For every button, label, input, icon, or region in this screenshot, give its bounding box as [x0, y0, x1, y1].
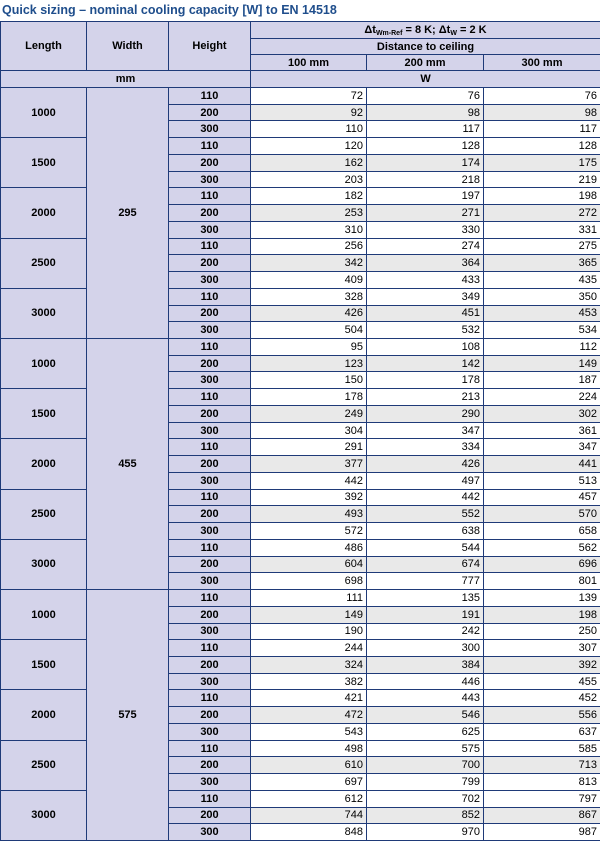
capacity-cell: 112	[484, 339, 600, 356]
capacity-cell: 455	[484, 673, 600, 690]
height-cell: 200	[169, 205, 251, 222]
capacity-cell: 585	[484, 740, 600, 757]
capacity-cell: 575	[367, 740, 484, 757]
length-cell: 1000	[1, 590, 87, 640]
capacity-cell: 392	[251, 489, 367, 506]
capacity-cell: 290	[367, 405, 484, 422]
height-cell: 200	[169, 656, 251, 673]
capacity-cell: 149	[484, 355, 600, 372]
capacity-cell: 123	[251, 355, 367, 372]
height-cell: 200	[169, 305, 251, 322]
length-cell: 1500	[1, 138, 87, 188]
capacity-cell: 149	[251, 606, 367, 623]
capacity-cell: 198	[484, 188, 600, 205]
header-distance: Distance to ceiling	[251, 39, 600, 55]
capacity-cell: 848	[251, 824, 367, 841]
capacity-cell: 504	[251, 322, 367, 339]
capacity-cell: 696	[484, 556, 600, 573]
capacity-cell: 556	[484, 707, 600, 724]
capacity-cell: 426	[251, 305, 367, 322]
capacity-cell: 347	[367, 422, 484, 439]
height-cell: 300	[169, 723, 251, 740]
capacity-cell: 409	[251, 272, 367, 289]
height-cell: 200	[169, 807, 251, 824]
capacity-cell: 72	[251, 88, 367, 105]
header-condition: $\Delta t_{Wm-Ref} = 8$ K; $\Delta t_W = 2$ K	[251, 22, 600, 39]
length-cell: 1000	[1, 88, 87, 138]
table-row	[1, 88, 600, 105]
capacity-cell: 612	[251, 790, 367, 807]
height-cell: 110	[169, 188, 251, 205]
capacity-cell: 384	[367, 656, 484, 673]
capacity-cell: 135	[367, 590, 484, 607]
capacity-cell: 95	[251, 339, 367, 356]
capacity-cell: 307	[484, 640, 600, 657]
capacity-cell: 546	[367, 707, 484, 724]
capacity-cell: 987	[484, 824, 600, 841]
height-cell: 300	[169, 824, 251, 841]
capacity-cell: 98	[484, 104, 600, 121]
capacity-cell: 777	[367, 573, 484, 590]
capacity-cell: 713	[484, 757, 600, 774]
capacity-cell: 702	[367, 790, 484, 807]
capacity-cell: 334	[367, 439, 484, 456]
height-cell: 110	[169, 238, 251, 255]
page-title: Quick sizing – nominal cooling capacity [W] to EN 14518	[2, 3, 337, 17]
height-cell: 110	[169, 740, 251, 757]
capacity-cell: 219	[484, 171, 600, 188]
capacity-cell: 218	[367, 171, 484, 188]
capacity-cell: 274	[367, 238, 484, 255]
height-cell: 110	[169, 690, 251, 707]
height-cell: 300	[169, 673, 251, 690]
height-cell: 110	[169, 389, 251, 406]
capacity-cell: 203	[251, 171, 367, 188]
capacity-cell: 331	[484, 221, 600, 238]
capacity-cell: 658	[484, 523, 600, 540]
height-cell: 300	[169, 221, 251, 238]
capacity-cell: 365	[484, 255, 600, 272]
header-col-200: 200 mm	[367, 55, 484, 71]
capacity-cell: 552	[367, 506, 484, 523]
capacity-cell: 111	[251, 590, 367, 607]
capacity-cell: 92	[251, 104, 367, 121]
capacity-cell: 242	[367, 623, 484, 640]
capacity-cell: 364	[367, 255, 484, 272]
capacity-cell: 187	[484, 372, 600, 389]
capacity-cell: 377	[251, 456, 367, 473]
capacity-cell: 498	[251, 740, 367, 757]
capacity-cell: 244	[251, 640, 367, 657]
capacity-cell: 162	[251, 154, 367, 171]
capacity-cell: 98	[367, 104, 484, 121]
height-cell: 300	[169, 774, 251, 791]
length-cell: 3000	[1, 288, 87, 338]
height-cell: 110	[169, 539, 251, 556]
capacity-cell: 625	[367, 723, 484, 740]
capacity-cell: 256	[251, 238, 367, 255]
height-cell: 200	[169, 154, 251, 171]
height-cell: 110	[169, 790, 251, 807]
length-cell: 2000	[1, 188, 87, 238]
capacity-cell: 532	[367, 322, 484, 339]
header-height: Height	[169, 22, 251, 71]
capacity-cell: 347	[484, 439, 600, 456]
height-cell: 200	[169, 355, 251, 372]
height-cell: 110	[169, 288, 251, 305]
capacity-cell: 442	[251, 472, 367, 489]
capacity-cell: 426	[367, 456, 484, 473]
height-cell: 200	[169, 255, 251, 272]
capacity-cell: 544	[367, 539, 484, 556]
capacity-cell: 698	[251, 573, 367, 590]
height-cell: 200	[169, 606, 251, 623]
capacity-cell: 452	[484, 690, 600, 707]
header-col-100: 100 mm	[251, 55, 367, 71]
height-cell: 110	[169, 88, 251, 105]
capacity-cell: 302	[484, 405, 600, 422]
capacity-cell: 291	[251, 439, 367, 456]
length-cell: 3000	[1, 790, 87, 840]
capacity-cell: 76	[367, 88, 484, 105]
capacity-cell: 852	[367, 807, 484, 824]
capacity-cell: 382	[251, 673, 367, 690]
height-cell: 300	[169, 322, 251, 339]
capacity-cell: 117	[484, 121, 600, 138]
height-cell: 200	[169, 456, 251, 473]
capacity-cell: 175	[484, 154, 600, 171]
table-row	[1, 590, 600, 607]
capacity-cell: 128	[367, 138, 484, 155]
capacity-cell: 191	[367, 606, 484, 623]
height-cell: 110	[169, 439, 251, 456]
length-cell: 3000	[1, 539, 87, 589]
capacity-cell: 472	[251, 707, 367, 724]
capacity-cell: 275	[484, 238, 600, 255]
capacity-cell: 543	[251, 723, 367, 740]
height-cell: 110	[169, 339, 251, 356]
capacity-cell: 433	[367, 272, 484, 289]
capacity-cell: 198	[484, 606, 600, 623]
capacity-cell: 330	[367, 221, 484, 238]
capacity-cell: 142	[367, 355, 484, 372]
capacity-cell: 349	[367, 288, 484, 305]
capacity-cell: 174	[367, 154, 484, 171]
capacity-cell: 178	[251, 389, 367, 406]
capacity-cell: 421	[251, 690, 367, 707]
width-cell: 295	[87, 88, 169, 339]
capacity-cell: 443	[367, 690, 484, 707]
height-cell: 300	[169, 573, 251, 590]
length-cell: 2500	[1, 489, 87, 539]
capacity-cell: 300	[367, 640, 484, 657]
height-cell: 200	[169, 104, 251, 121]
capacity-cell: 604	[251, 556, 367, 573]
capacity-cell: 120	[251, 138, 367, 155]
width-cell: 455	[87, 339, 169, 590]
capacity-cell: 700	[367, 757, 484, 774]
capacity-cell: 253	[251, 205, 367, 222]
capacity-cell: 610	[251, 757, 367, 774]
capacity-cell: 638	[367, 523, 484, 540]
capacity-cell: 108	[367, 339, 484, 356]
length-cell: 2000	[1, 690, 87, 740]
capacity-cell: 310	[251, 221, 367, 238]
capacity-cell: 801	[484, 573, 600, 590]
capacity-cell: 117	[367, 121, 484, 138]
capacity-cell: 128	[484, 138, 600, 155]
height-cell: 110	[169, 590, 251, 607]
capacity-cell: 534	[484, 322, 600, 339]
capacity-cell: 213	[367, 389, 484, 406]
height-cell: 110	[169, 489, 251, 506]
capacity-cell: 867	[484, 807, 600, 824]
capacity-cell: 486	[251, 539, 367, 556]
capacity-cell: 797	[484, 790, 600, 807]
capacity-cell: 572	[251, 523, 367, 540]
length-cell: 1500	[1, 640, 87, 690]
length-cell: 1000	[1, 339, 87, 389]
height-cell: 300	[169, 121, 251, 138]
length-cell: 2500	[1, 740, 87, 790]
height-cell: 300	[169, 422, 251, 439]
capacity-cell: 197	[367, 188, 484, 205]
cooling-capacity-table	[0, 21, 600, 841]
capacity-cell: 392	[484, 656, 600, 673]
capacity-cell: 453	[484, 305, 600, 322]
capacity-cell: 442	[367, 489, 484, 506]
capacity-cell: 139	[484, 590, 600, 607]
height-cell: 110	[169, 640, 251, 657]
capacity-cell: 250	[484, 623, 600, 640]
capacity-cell: 182	[251, 188, 367, 205]
capacity-cell: 513	[484, 472, 600, 489]
header-length: Length	[1, 22, 87, 71]
height-cell: 200	[169, 757, 251, 774]
capacity-cell: 178	[367, 372, 484, 389]
capacity-cell: 970	[367, 824, 484, 841]
length-cell: 2500	[1, 238, 87, 288]
height-cell: 200	[169, 506, 251, 523]
capacity-cell: 224	[484, 389, 600, 406]
capacity-cell: 271	[367, 205, 484, 222]
capacity-cell: 451	[367, 305, 484, 322]
capacity-cell: 637	[484, 723, 600, 740]
table-row	[1, 339, 600, 356]
capacity-cell: 813	[484, 774, 600, 791]
length-cell: 2000	[1, 439, 87, 489]
table-body	[1, 88, 600, 841]
height-cell: 300	[169, 523, 251, 540]
capacity-cell: 697	[251, 774, 367, 791]
height-cell: 300	[169, 372, 251, 389]
capacity-cell: 324	[251, 656, 367, 673]
capacity-cell: 361	[484, 422, 600, 439]
height-cell: 110	[169, 138, 251, 155]
capacity-cell: 328	[251, 288, 367, 305]
capacity-cell: 342	[251, 255, 367, 272]
capacity-cell: 570	[484, 506, 600, 523]
capacity-cell: 674	[367, 556, 484, 573]
capacity-cell: 350	[484, 288, 600, 305]
unit-power: W	[251, 71, 600, 88]
capacity-cell: 441	[484, 456, 600, 473]
capacity-cell: 744	[251, 807, 367, 824]
width-cell: 575	[87, 590, 169, 841]
header-width: Width	[87, 22, 169, 71]
height-cell: 300	[169, 171, 251, 188]
capacity-cell: 457	[484, 489, 600, 506]
capacity-cell: 446	[367, 673, 484, 690]
capacity-cell: 493	[251, 506, 367, 523]
height-cell: 200	[169, 707, 251, 724]
capacity-cell: 497	[367, 472, 484, 489]
capacity-cell: 76	[484, 88, 600, 105]
capacity-cell: 110	[251, 121, 367, 138]
capacity-cell: 249	[251, 405, 367, 422]
length-cell: 1500	[1, 389, 87, 439]
height-cell: 300	[169, 472, 251, 489]
unit-dimensions: mm	[1, 71, 251, 88]
capacity-cell: 562	[484, 539, 600, 556]
height-cell: 200	[169, 405, 251, 422]
capacity-cell: 150	[251, 372, 367, 389]
height-cell: 300	[169, 623, 251, 640]
capacity-cell: 272	[484, 205, 600, 222]
capacity-cell: 304	[251, 422, 367, 439]
capacity-cell: 435	[484, 272, 600, 289]
header-col-300: 300 mm	[484, 55, 600, 71]
capacity-cell: 799	[367, 774, 484, 791]
height-cell: 200	[169, 556, 251, 573]
height-cell: 300	[169, 272, 251, 289]
capacity-cell: 190	[251, 623, 367, 640]
